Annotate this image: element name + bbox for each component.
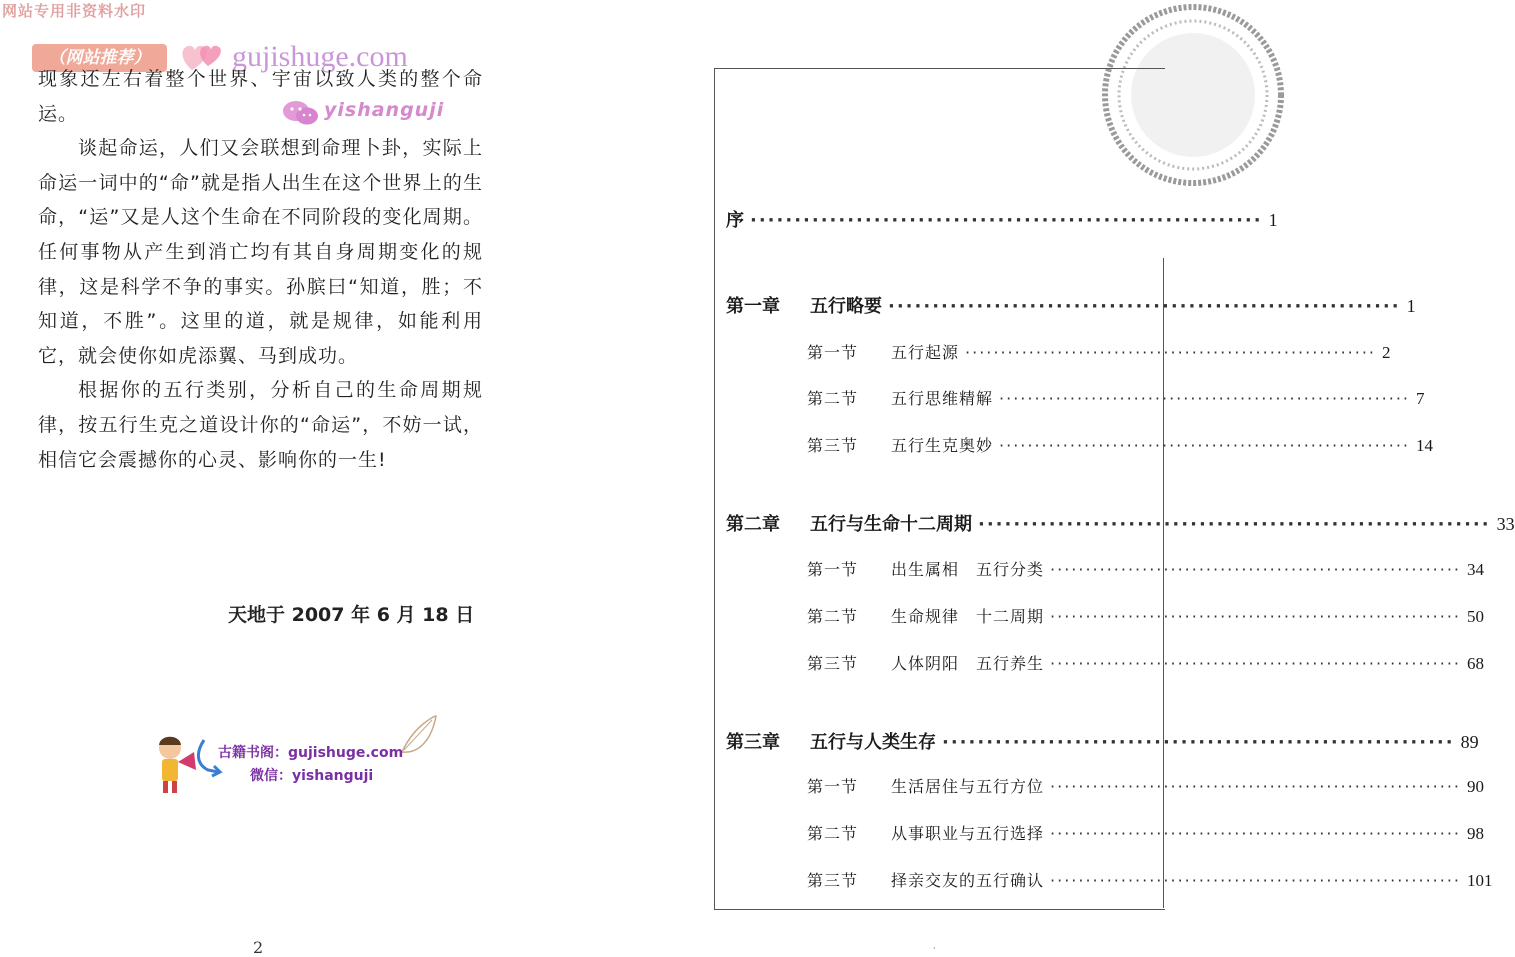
chapter-number: 第一章 xyxy=(726,296,780,317)
mascot-line-1: 古籍书阁：gujishuge.com xyxy=(218,745,404,761)
section-title: 人体阴阳 五行养生 xyxy=(891,654,1045,673)
section-page: 34 xyxy=(1467,560,1484,579)
section-title: 生活居住与五行方位 xyxy=(891,777,1045,796)
toc-leader: ·························································· xyxy=(1050,560,1461,579)
toc-leader: ·························································· xyxy=(1050,777,1461,796)
section-page: 7 xyxy=(1416,389,1425,408)
section-title: 出生属相 五行分类 xyxy=(891,560,1045,579)
page-number-right: · xyxy=(933,944,936,953)
toc-leader: ·························································· xyxy=(942,732,1455,753)
chapter-title: 五行与人类生存 xyxy=(810,732,936,753)
chapter-page: 33 xyxy=(1496,514,1515,534)
toc-section xyxy=(807,868,1493,891)
toc-chapter-2 xyxy=(726,510,1515,536)
section-title: 五行思维精解 xyxy=(891,389,994,408)
section-number: 第二节 xyxy=(807,824,859,843)
section-page: 2 xyxy=(1382,343,1391,362)
chapter-page: 1 xyxy=(1406,296,1416,316)
chapter-title: 五行略要 xyxy=(810,296,882,317)
section-page: 50 xyxy=(1467,607,1484,626)
section-number: 第二节 xyxy=(807,389,859,408)
toc-section xyxy=(807,651,1484,674)
toc-leader: ·························································· xyxy=(1050,871,1461,890)
toc-leader: ·························································· xyxy=(978,514,1491,535)
toc-chapter-1 xyxy=(726,292,1416,318)
toc-section xyxy=(807,386,1425,409)
page-number-left: 2 xyxy=(253,938,264,957)
paragraph-1: 现象还左右着整个世界、宇宙以致人类的整个命运。 xyxy=(38,68,483,125)
toc-section xyxy=(807,821,1484,844)
section-number: 第一节 xyxy=(807,343,859,362)
chapter-title: 五行与生命十二周期 xyxy=(810,514,972,535)
section-page: 90 xyxy=(1467,777,1484,796)
toc-preface-title: 序 xyxy=(726,210,744,231)
mascot-line-2: 微信：yishanguji xyxy=(250,768,374,784)
toc-leader: ·························································· xyxy=(965,343,1376,362)
toc-leader: ·························································· xyxy=(999,389,1410,408)
toc-section xyxy=(807,774,1484,797)
toc-section xyxy=(807,557,1484,580)
toc-leader: ·························································· xyxy=(888,296,1401,317)
toc-leader: ·························································· xyxy=(1050,607,1461,626)
section-page: 14 xyxy=(1416,436,1433,455)
toc-leader: ·························································· xyxy=(999,436,1410,455)
section-title: 五行起源 xyxy=(891,343,960,362)
section-number: 第一节 xyxy=(807,777,859,796)
section-title: 择亲交友的五行确认 xyxy=(891,871,1045,890)
paragraph-3: 根据你的五行类别，分析自己的生命周期规律，按五行生克之道设计你的“命运”，不妨一试，相信它会震撼你的心灵、影响你的一生! xyxy=(38,379,483,471)
section-page: 98 xyxy=(1467,824,1484,843)
left-page-body xyxy=(38,62,483,477)
toc-preface xyxy=(726,206,1278,232)
watermark-site: gujishuge.com xyxy=(232,40,408,73)
section-page: 68 xyxy=(1467,654,1484,673)
watermark-top-text: 网站专用非资料水印 xyxy=(2,2,147,20)
section-title: 五行生克奥妙 xyxy=(891,436,994,455)
toc-leader: ·························································· xyxy=(750,210,1263,231)
toc-leader: ·························································· xyxy=(1050,654,1461,673)
toc-chapter-3 xyxy=(726,728,1479,754)
signature: 天地于 2007 年 6 月 18 日 xyxy=(228,604,475,626)
section-number: 第三节 xyxy=(807,436,859,455)
section-page: 101 xyxy=(1467,871,1493,890)
toc-section xyxy=(807,433,1433,456)
toc-preface-page: 1 xyxy=(1268,210,1278,230)
watermark-wechat: yishanguji xyxy=(324,99,445,121)
section-number: 第三节 xyxy=(807,871,859,890)
paragraph-2: 谈起命运，人们又会联想到命理卜卦，实际上命运一词中的“命”就是指人出生在这个世界上的生命，“运”又是人这个生命在不同阶段的变化周期。任何事物从产生到消亡均有其自身周期变化的规律，这是科学不争的事实。孙膑曰“知道，胜；不知道，不胜”。这里的道，就是规律，如能利用它，就会使你如虎添翼、马到成功。 xyxy=(38,137,483,367)
toc-leader: ·························································· xyxy=(1050,824,1461,843)
toc-section xyxy=(807,340,1391,363)
chapter-page: 89 xyxy=(1460,732,1479,752)
section-title: 从事职业与五行选择 xyxy=(891,824,1045,843)
section-number: 第三节 xyxy=(807,654,859,673)
toc-section xyxy=(807,604,1484,627)
section-title: 生命规律 十二周期 xyxy=(891,607,1045,626)
chapter-number: 第二章 xyxy=(726,514,780,535)
watermark-badge: （网站推荐） xyxy=(32,44,167,72)
section-number: 第二节 xyxy=(807,607,859,626)
section-number: 第一节 xyxy=(807,560,859,579)
chapter-number: 第三章 xyxy=(726,732,780,753)
